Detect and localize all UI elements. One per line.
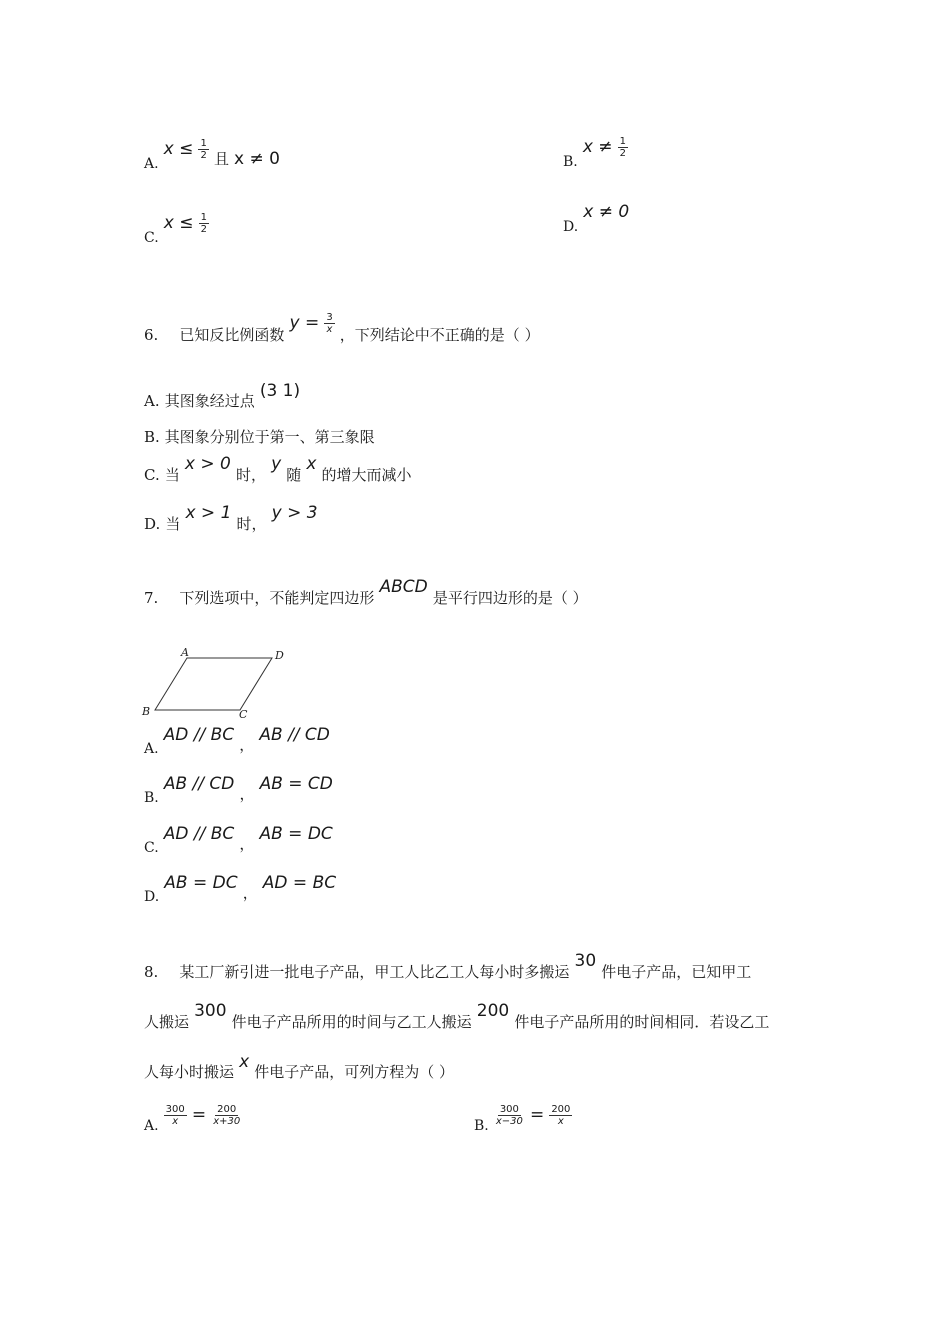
math-expression: x > 0 [184, 454, 231, 474]
parallelogram-figure [140, 645, 290, 721]
option-text: 当 [165, 515, 181, 533]
q6-option-a [144, 380, 301, 410]
q7-option-a [144, 724, 330, 757]
fraction [549, 1104, 572, 1127]
option-label: A. [144, 741, 159, 757]
option-separator: ， [239, 785, 255, 803]
equals-sign: = [529, 1105, 545, 1125]
option-label: A. [144, 1118, 159, 1134]
fraction-denominator: 2 [619, 148, 627, 159]
option-label: C. [144, 466, 160, 484]
option-text: 随 [286, 466, 302, 484]
fraction [324, 312, 334, 335]
math-expression: AD // BC [163, 725, 235, 745]
question-text: 已知反比例函数 [179, 326, 285, 344]
math-expression: x ≠ 0 [583, 202, 630, 222]
math-expression: 300 [194, 1001, 227, 1021]
math-expression: y > 3 [271, 503, 318, 523]
question-text: 件电子产品，可列方程为（ ） [254, 1063, 455, 1081]
math-expression: 200 [476, 1001, 510, 1021]
question-text: 人每小时搬运 [144, 1063, 235, 1081]
math-expression: AB // CD [163, 774, 235, 794]
option-text: 且 [213, 150, 229, 168]
math-expression: AB = DC [259, 824, 333, 844]
vertex-label-c: C [239, 708, 248, 721]
fraction-denominator: x [172, 1116, 179, 1127]
option-label: B. [474, 1118, 489, 1134]
math-expression: x [239, 1052, 250, 1072]
fraction [199, 212, 209, 235]
option-text: 当 [164, 466, 180, 484]
math-expression: AD // BC [163, 824, 235, 844]
vertex-label-d: D [275, 649, 284, 662]
fraction-numerator: 1 [200, 138, 207, 149]
math-expression: AB // CD [259, 725, 330, 745]
q6-option-d [144, 502, 318, 533]
question-text: 件电子产品所用的时间相同．若设乙工 [514, 1013, 770, 1031]
q8-stem-line-3 [144, 1051, 455, 1081]
math-expression: AD = BC [262, 873, 337, 893]
question-text: ，下列结论中不正确的是（ ） [339, 326, 540, 344]
fraction [618, 136, 628, 159]
fraction-numerator: 300 [165, 1104, 185, 1115]
math-expression: x > 1 [185, 503, 232, 523]
option-separator: ， [239, 835, 255, 853]
parallelogram-shape [155, 658, 272, 710]
question-text: 人搬运 [144, 1013, 190, 1031]
math-expression: y = [289, 313, 320, 333]
q7-option-c [144, 823, 333, 856]
fraction [164, 1104, 187, 1127]
option-label: B. [563, 154, 578, 170]
option-separator: ， [242, 884, 258, 902]
math-expression: x [306, 454, 317, 474]
fraction-numerator: 200 [551, 1104, 571, 1115]
question-number: 8. [144, 963, 159, 981]
option-text: 其图象分别位于第一、第三象限 [164, 428, 375, 446]
fraction-numerator: 3 [326, 312, 333, 323]
option-label: D. [144, 515, 161, 533]
question-text: 某工厂新引进一批电子产品，甲工人比乙工人每小时多搬运 [179, 963, 570, 981]
option-separator: ， [239, 736, 255, 754]
math-expression: x ≤ [163, 213, 194, 233]
q5-option-d [563, 202, 630, 235]
fraction-numerator: 300 [499, 1104, 519, 1115]
q8-option-b [474, 1104, 572, 1134]
question-text: 件电子产品所用的时间与乙工人搬运 [231, 1013, 472, 1031]
fraction-denominator: x [557, 1116, 564, 1127]
math-expression: (3 1) [259, 381, 301, 401]
fraction-numerator: 200 [217, 1104, 237, 1115]
q6-option-b [144, 426, 375, 447]
q5-option-b [563, 136, 628, 170]
q8-stem-line-1 [144, 950, 752, 981]
q6-option-c [144, 453, 412, 484]
equals-sign: = [191, 1105, 207, 1125]
math-expression: x ≠ 0 [234, 149, 280, 169]
question-text: 件电子产品，已知甲工 [601, 963, 752, 981]
q8-stem-line-2 [144, 1000, 770, 1031]
question-text: 是平行四边形的是（ ） [432, 589, 588, 607]
option-text: 时， [235, 466, 266, 484]
q6-stem [144, 312, 540, 344]
fraction [494, 1104, 525, 1127]
vertex-label-b: B [142, 705, 151, 718]
math-expression: AB = DC [164, 873, 238, 893]
option-text: 的增大而减小 [321, 466, 412, 484]
q5-option-c [144, 212, 209, 246]
math-expression: ABCD [379, 577, 428, 597]
fraction [211, 1104, 242, 1127]
q7-stem [144, 576, 588, 607]
option-label: D. [144, 889, 160, 905]
fraction-numerator: 1 [619, 136, 627, 147]
option-label: A. [144, 156, 159, 172]
option-label: D. [563, 219, 579, 235]
math-expression: x ≤ [163, 139, 194, 159]
option-label: B. [144, 790, 159, 806]
q7-option-d [144, 872, 337, 905]
option-label: B. [144, 428, 160, 446]
question-number: 6. [144, 326, 159, 344]
fraction [198, 138, 208, 161]
question-number: 7. [144, 589, 159, 607]
q8-option-a [144, 1104, 242, 1134]
math-expression: y [271, 454, 282, 474]
math-expression: AB = CD [259, 774, 333, 794]
vertex-label-a: A [181, 646, 189, 659]
fraction-denominator: x−30 [495, 1116, 523, 1127]
option-label: C. [144, 230, 159, 246]
q5-option-a [144, 138, 280, 172]
option-label: A. [144, 392, 160, 410]
math-expression: x ≠ [582, 137, 613, 157]
math-expression: 30 [574, 951, 597, 971]
option-text: 时， [236, 515, 267, 533]
fraction-numerator: 1 [200, 212, 207, 223]
option-label: C. [144, 840, 159, 856]
q7-option-b [144, 773, 333, 806]
fraction-denominator: x+30 [213, 1116, 241, 1127]
question-text: 下列选项中，不能判定四边形 [179, 589, 375, 607]
fraction-denominator: 2 [200, 150, 207, 161]
option-text: 其图象经过点 [164, 392, 255, 410]
fraction-denominator: 2 [200, 224, 207, 235]
fraction-denominator: x [326, 324, 333, 335]
